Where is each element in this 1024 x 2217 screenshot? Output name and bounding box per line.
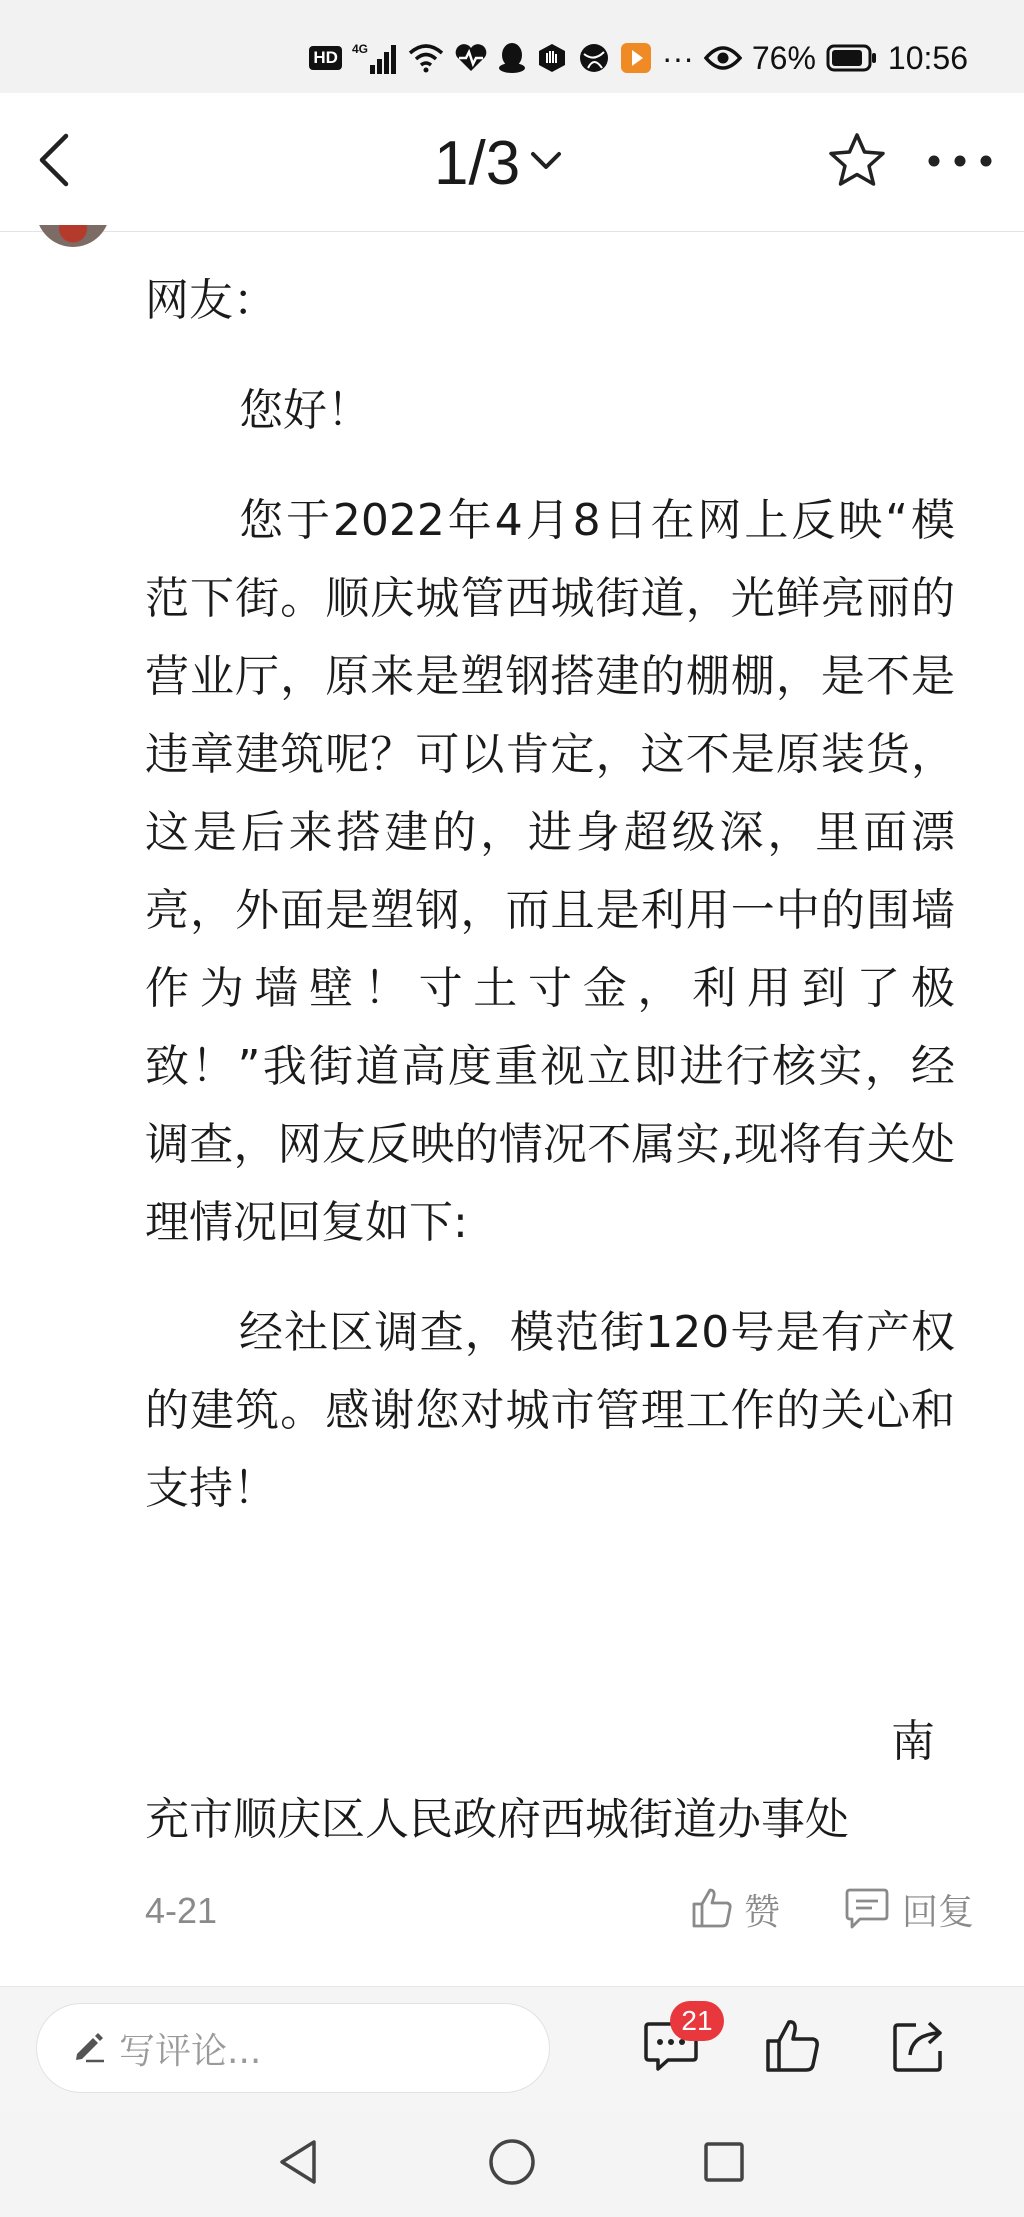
share-button[interactable] (884, 2013, 954, 2083)
reply-paragraph: 经社区调查，模范街120号是有产权的建筑。感谢您对城市管理工作的关心和支持！ (145, 1307, 955, 1514)
back-icon (36, 132, 72, 192)
share-icon (890, 2017, 948, 2079)
overflow-indicator: ··· (661, 39, 694, 76)
like-button[interactable] (690, 1884, 780, 1935)
reply-label: 回复 (902, 1892, 975, 1933)
svg-text:4G: 4G (351, 42, 368, 56)
salutation: 网友： (145, 275, 277, 326)
comment-placeholder: 写评论... (119, 2030, 262, 2072)
video-app-icon (620, 42, 652, 74)
reply-button[interactable] (844, 1884, 974, 1935)
signature-line: 充市顺庆区人民政府西城街道办事处 (145, 1794, 849, 1845)
post-date: 4-21 (145, 1890, 218, 1931)
reply-paragraph: 您于2022年4月8日在网上反映“模范下街。顺庆城管西城街道，光鲜亮丽的营业厅，原来是塑钢搭建的棚棚，是不是违章建筑呢？可以肯定，这不是原装货，这是后来搭建的，进身超级深，里面漂亮，外面是塑钢，而且是利用一中的围墙作为墙壁！寸土寸金，利用到了极致！”我街道高度重视立即进行核实，经调查，网友反映的情况不属实,现将有关处理情况回复如下: (145, 495, 955, 1248)
top-nav-bar (0, 93, 1024, 232)
system-home-button[interactable] (482, 2134, 542, 2194)
battery-percent: 76% (751, 39, 816, 76)
bottom-toolbar (0, 1986, 1024, 2113)
qq-icon (498, 42, 526, 74)
more-icon (927, 153, 993, 172)
circle-home-icon (487, 2137, 537, 2191)
hand-icon (536, 42, 568, 74)
favorite-button[interactable] (824, 129, 890, 195)
signal-icon (352, 41, 398, 75)
status-icons (309, 30, 968, 86)
greeting: 您好！ (239, 385, 371, 436)
thumbs-up-icon (764, 2017, 822, 2079)
comment-meta-row (0, 1880, 1024, 1946)
system-navigation-bar (0, 2112, 1024, 2217)
more-button[interactable] (920, 129, 1000, 195)
health-icon (454, 43, 488, 73)
page-indicator: 1/3 (434, 128, 521, 198)
system-recents-button[interactable] (694, 2134, 754, 2194)
reply-icon (844, 1886, 890, 1934)
comment-count-badge: 21 (670, 2001, 724, 2041)
signature-line: 南 (891, 1716, 935, 1767)
reply-content (145, 262, 955, 1528)
chevron-down-icon (530, 150, 562, 176)
clock: 10:56 (887, 39, 968, 76)
square-recents-icon (701, 2139, 747, 2189)
star-icon (827, 131, 887, 193)
back-button[interactable] (26, 129, 82, 195)
battery-icon (826, 44, 878, 72)
triangle-back-icon (276, 2138, 320, 2190)
like-article-button[interactable] (758, 2013, 828, 2083)
comment-input[interactable] (36, 2003, 550, 2093)
browser-icon (578, 42, 610, 74)
status-bar (0, 0, 1024, 93)
thumbs-up-icon (690, 1886, 734, 1934)
signature (145, 1703, 955, 1859)
pencil-icon (71, 2028, 107, 2068)
like-label: 赞 (744, 1892, 781, 1933)
wifi-icon (408, 43, 444, 73)
hd-icon: HD (309, 46, 342, 70)
avatar[interactable] (36, 225, 110, 249)
page-indicator-dropdown[interactable] (434, 125, 562, 201)
eye-icon (704, 44, 742, 72)
comments-button[interactable] (636, 2005, 713, 2083)
system-back-button[interactable] (268, 2134, 328, 2194)
